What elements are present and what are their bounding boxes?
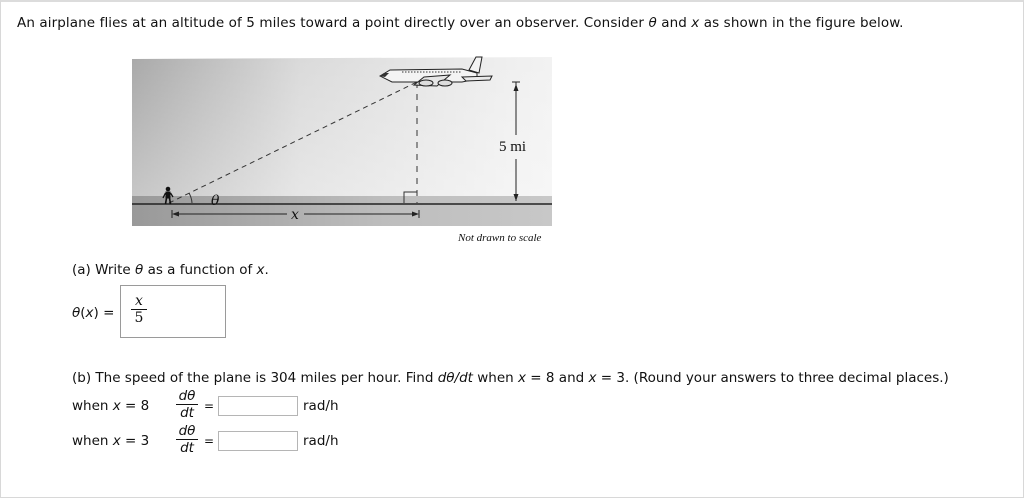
theta-symbol: θ xyxy=(72,305,81,321)
prompt-text: = 8 and xyxy=(526,370,589,386)
theta-label: θ xyxy=(211,193,220,209)
fraction-numerator: x xyxy=(135,293,143,309)
dtheta-dt-fraction xyxy=(176,388,198,421)
prompt-text: = 3. (Round your answers to three decimal places.) xyxy=(596,370,949,386)
problem-text: as shown in the figure below. xyxy=(699,15,904,31)
problem-statement xyxy=(17,15,904,31)
unit-label: rad/h xyxy=(303,433,339,449)
paren: ( xyxy=(80,305,86,321)
ground-region xyxy=(132,196,552,226)
fraction-denominator: 5 xyxy=(134,310,144,326)
theta-answer-box[interactable] xyxy=(120,285,226,338)
x-value: = 8 xyxy=(120,398,150,414)
x-symbol: x xyxy=(256,262,265,278)
dtheta-dt-answer-x3[interactable] xyxy=(218,431,298,451)
prompt-text: (a) Write xyxy=(72,262,136,278)
fraction-denominator: dt xyxy=(180,440,194,456)
problem-text: An airplane flies at an altitude of 5 miles toward a point directly over an observer. Consider xyxy=(17,15,649,31)
when-text: when xyxy=(72,433,113,449)
fraction-numerator: dθ xyxy=(178,388,196,404)
fraction-denominator: dt xyxy=(180,405,194,421)
fraction-numerator: dθ xyxy=(178,423,196,439)
dtheta-dt-symbol: dθ/dt xyxy=(437,370,473,386)
x-symbol: x xyxy=(85,305,94,321)
x-value: = 3 xyxy=(120,433,150,449)
dtheta-dt-answer-x8[interactable] xyxy=(218,396,298,416)
part-b-prompt xyxy=(72,370,949,386)
equals-sign: = xyxy=(204,434,215,448)
x-label: x xyxy=(291,207,299,223)
prompt-text: . xyxy=(264,262,269,278)
when-x-8-label xyxy=(72,398,149,414)
prompt-text: as a function of xyxy=(143,262,257,278)
part-a-prompt xyxy=(72,262,269,278)
x-symbol: x xyxy=(588,370,597,386)
x-symbol: x xyxy=(518,370,527,386)
not-to-scale-note: Not drawn to scale xyxy=(458,232,542,244)
x-symbol: x xyxy=(112,433,121,449)
theta-symbol: θ xyxy=(135,262,144,278)
problem-text: and xyxy=(656,15,692,31)
height-label: 5 mi xyxy=(499,139,527,155)
when-x-3-label xyxy=(72,433,149,449)
equals-sign: = xyxy=(204,399,215,413)
answer-fraction xyxy=(132,293,146,327)
theta-symbol: θ xyxy=(648,15,657,31)
unit-label: rad/h xyxy=(303,398,339,414)
airplane-figure xyxy=(132,55,552,245)
dtheta-dt-fraction xyxy=(176,423,198,456)
prompt-text: when xyxy=(472,370,519,386)
paren-equals: ) = xyxy=(93,305,115,321)
prompt-text: (b) The speed of the plane is 304 miles per hour. Find xyxy=(72,370,438,386)
theta-of-x-label xyxy=(72,305,114,321)
figure-svg xyxy=(132,55,552,245)
x-symbol: x xyxy=(112,398,121,414)
x-symbol: x xyxy=(691,15,700,31)
when-text: when xyxy=(72,398,113,414)
